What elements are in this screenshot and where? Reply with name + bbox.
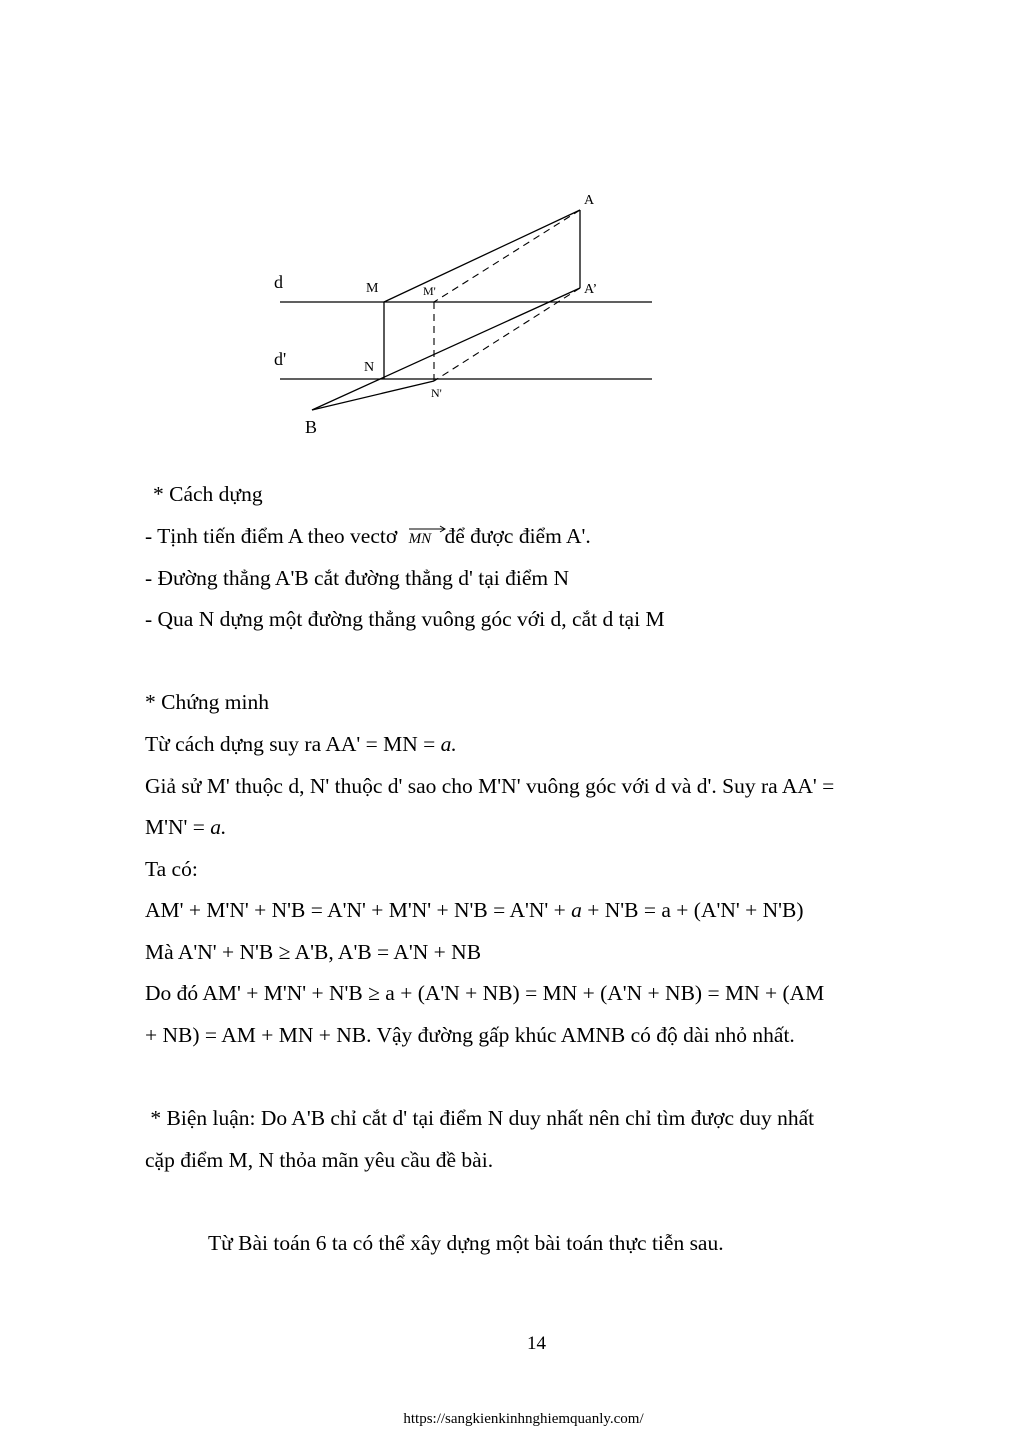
vector-MN bbox=[409, 532, 432, 547]
proof-line-6: Mà A'N' + N'B ≥ A'B, A'B = A'N + NB bbox=[145, 940, 482, 964]
construction-step-1 bbox=[145, 526, 591, 548]
label-N-prime: N' bbox=[431, 386, 442, 400]
proof-line-3 bbox=[145, 817, 226, 839]
label-d-prime: d' bbox=[274, 349, 287, 369]
proof-line-5-before: AM' + M'N' + N'B = A'N' + M'N' + N'B = A'N' + bbox=[145, 898, 572, 922]
proof-line-2: Giả sử M' thuộc d, N' thuộc d' sao cho M'N' vuông góc với d và d'. Suy ra AA' = bbox=[145, 774, 835, 798]
construction-step-2: - Đường thẳng A'B cắt đường thẳng d' tại điểm N bbox=[145, 566, 570, 590]
step1-text-after: để được điểm A'. bbox=[444, 524, 591, 548]
discussion-line-2: cặp điểm M, N thỏa mãn yêu cầu đề bài. bbox=[145, 1148, 494, 1172]
proof-line-8: + NB) = AM + MN + NB. Vậy đường gấp khúc AMNB có độ dài nhỏ nhất. bbox=[145, 1023, 795, 1047]
proof-line-7: Do đó AM' + M'N' + N'B ≥ a + (A'N + NB) = MN + (A'N + NB) = MN + (AM bbox=[145, 981, 825, 1005]
proof-line-3-var: a. bbox=[210, 815, 227, 839]
proof-line-1-var: a. bbox=[440, 732, 457, 756]
figure-drawing bbox=[0, 0, 1023, 460]
page-number: 14 bbox=[527, 1333, 546, 1354]
geometry-figure bbox=[0, 0, 1023, 460]
step1-text-before: - Tịnh tiến điểm A theo vectơ bbox=[145, 524, 398, 548]
label-A: A bbox=[584, 193, 595, 208]
label-A-prime: A’ bbox=[584, 282, 598, 297]
proof-line-5-var: a bbox=[571, 898, 582, 922]
proof-line-1 bbox=[145, 734, 457, 756]
proof-line-5-after: + N'B = a + (A'N' + N'B) bbox=[581, 898, 804, 922]
label-B: B bbox=[305, 417, 318, 437]
proof-line-4: Ta có: bbox=[145, 857, 198, 881]
footer-url[interactable]: https://sangkienkinhnghiemquanly.com/ bbox=[403, 1411, 644, 1427]
segment-N-prime-B bbox=[312, 381, 434, 410]
segment-AM-prime bbox=[434, 210, 580, 302]
label-M: M bbox=[366, 281, 379, 296]
vector-label: MN bbox=[408, 531, 432, 547]
discussion-line-1: * Biện luận: Do A'B chỉ cắt d' tại điểm N duy nhất nên chỉ tìm được duy nhất bbox=[145, 1106, 815, 1130]
construction-heading: * Cách dựng bbox=[153, 482, 263, 506]
vector-arrow-icon bbox=[409, 525, 432, 531]
label-M-prime: M' bbox=[423, 284, 436, 298]
proof-heading: * Chứng minh bbox=[145, 690, 269, 714]
segment-AM bbox=[384, 210, 580, 302]
proof-line-3-text: M'N' = bbox=[145, 815, 211, 839]
construction-step-3: - Qua N dựng một đường thẳng vuông góc với d, cắt d tại M bbox=[145, 607, 665, 631]
proof-line-1-text: Từ cách dựng suy ra AA' = MN = bbox=[145, 732, 441, 756]
segment-A-prime-B bbox=[312, 288, 580, 410]
closing-sentence: Từ Bài toán 6 ta có thể xây dựng một bài toán thực tiễn sau. bbox=[208, 1231, 724, 1255]
label-N: N bbox=[364, 360, 375, 375]
proof-line-5 bbox=[145, 900, 804, 922]
label-d: d bbox=[274, 272, 283, 292]
